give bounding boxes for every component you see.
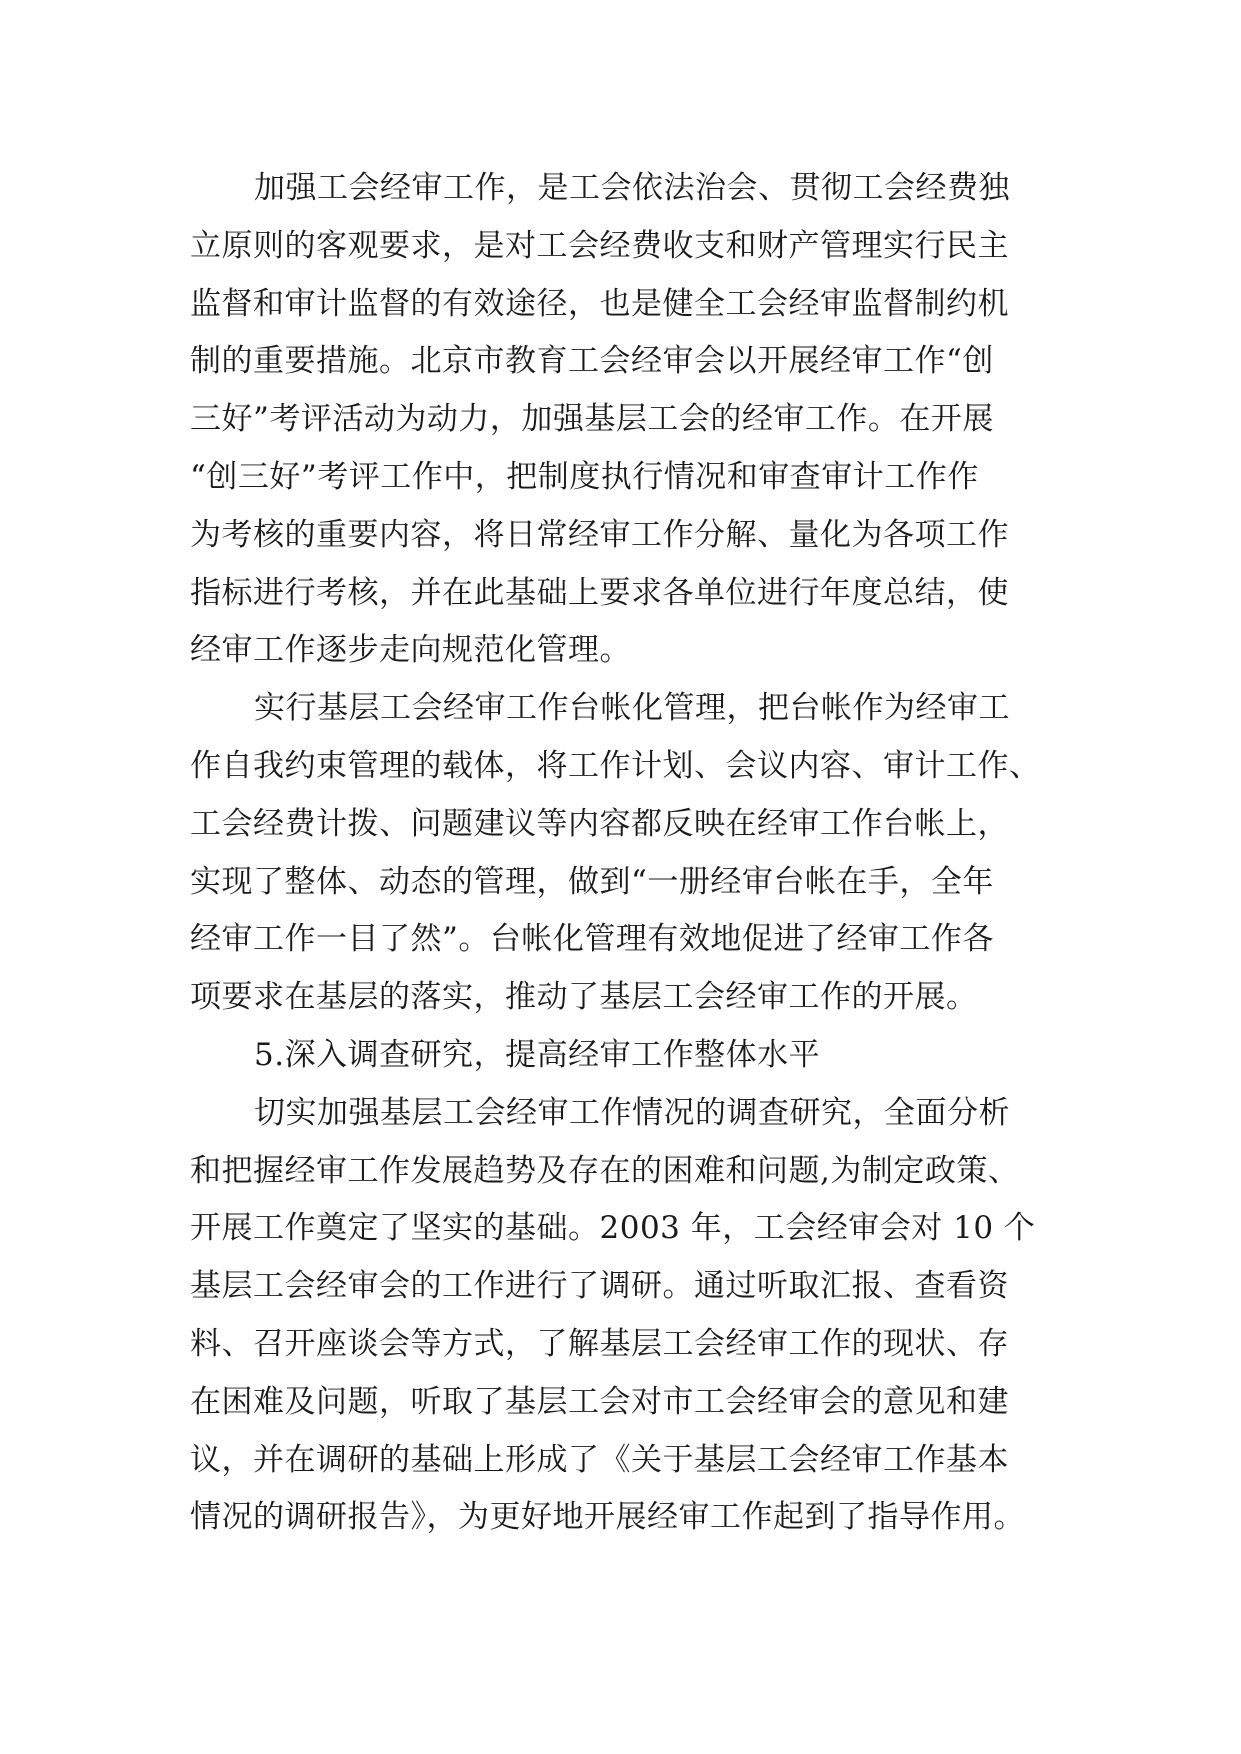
paragraph-3-line-7: 议，并在调研的基础上形成了《关于基层工会经审工作基本 [190,1441,1009,1478]
paragraph-1-line-2: 立原则的客观要求，是对工会经费收支和财产管理实行民主 [190,227,1009,264]
paragraph-3-line-8: 情况的调研报告》，为更好地开展经审工作起到了指导作用。 [190,1499,1025,1536]
paragraph-1-line-1: 加强工会经审工作，是工会依法治会、贯彻工会经费独 [254,170,1010,206]
paragraph-2-line-2: 作自我约束管理的载体，将工作计划、会议内容、审计工作、 [190,747,1041,784]
paragraph-1-line-8: 指标进行考核，并在此基础上要求各单位进行年度总结，使 [190,574,1009,611]
paragraph-1-line-3: 监督和审计监督的有效途径，也是健全工会经审监督制约机 [190,285,1009,322]
paragraph-1-line-6: “创三好”考评工作中，把制度执行情况和审查审计工作作 [190,458,979,495]
paragraph-2-line-4: 实现了整体、动态的管理，做到“一册经审台帐在手，全年 [190,863,994,900]
paragraph-2-line-6: 项要求在基层的落实，推动了基层工会经审工作的开展。 [190,979,978,1016]
paragraph-3-line-6: 在困难及问题，听取了基层工会对市工会经审会的意见和建 [190,1383,1009,1420]
section-heading: 5.深入调查研究，提高经审工作整体水平 [254,1036,821,1073]
paragraph-3-line-1: 切实加强基层工会经审工作情况的调查研究，全面分析 [254,1094,1010,1131]
paragraph-1-line-5: 三好”考评活动为动力，加强基层工会的经审工作。在开展 [190,401,994,438]
paragraph-2-line-1: 实行基层工会经审工作台帐化管理，把台帐作为经审工 [254,690,1010,727]
paragraph-3-line-2: 和把握经审工作发展趋势及存在的困难和问题,为制定政策、 [190,1152,1020,1189]
paragraph-1-line-9: 经审工作逐步走向规范化管理。 [190,632,631,669]
paragraph-3-line-5: 料、召开座谈会等方式，了解基层工会经审工作的现状、存 [190,1325,1009,1362]
paragraph-2-line-5: 经审工作一目了然”。台帐化管理有效地促进了经审工作各 [190,921,994,958]
document-body [190,160,1070,1547]
paragraph-3-line-4: 基层工会经审会的工作进行了调研。通过听取汇报、查看资 [190,1268,1009,1305]
paragraph-3-line-3: 开展工作奠定了坚实的基础。2003 年，工会经审会对 10 个 [190,1210,1036,1247]
paragraph-1-line-4: 制的重要措施。北京市教育工会经审会以开展经审工作“创 [190,343,994,380]
paragraph-1-line-7: 为考核的重要内容，将日常经审工作分解、量化为各项工作 [190,516,1009,553]
paragraph-2-line-3: 工会经费计拨、问题建议等内容都反映在经审工作台帐上， [190,805,1009,842]
